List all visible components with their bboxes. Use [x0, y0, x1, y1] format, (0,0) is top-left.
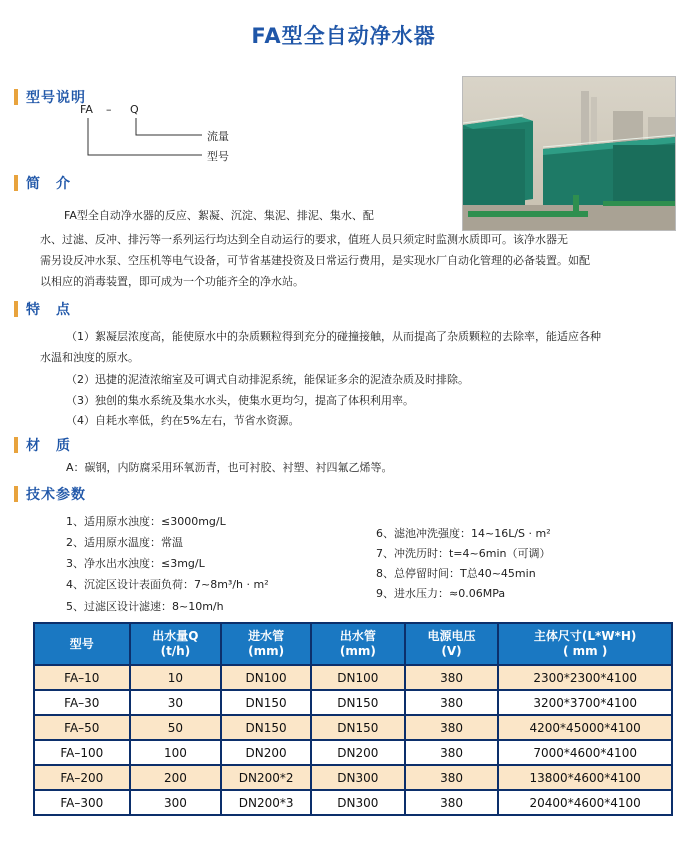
param-item: 3、净水出水浊度：≤3mg/L: [66, 557, 205, 570]
table-cell: DN200*3: [221, 790, 311, 815]
table-header-cell: 型号: [34, 623, 130, 665]
section-params: [14, 485, 86, 503]
table-cell: DN150: [311, 690, 405, 715]
table-cell: FA–300: [34, 790, 130, 815]
table-row: [34, 790, 672, 815]
material-text: A：碳钢，内防腐采用环氧沥青，也可衬胶、衬塑、衬四氟乙烯等。: [66, 461, 393, 474]
table-cell: 7000*4600*4100: [498, 740, 672, 765]
param-item: 1、适用原水浊度：≤3000mg/L: [66, 515, 226, 528]
section-heading-model: 型号说明: [26, 90, 86, 106]
product-photo: [462, 76, 676, 231]
param-item: 2、适用原水温度：常温: [66, 536, 183, 549]
feature-line: 水温和浊度的原水。: [40, 351, 139, 364]
table-cell: 380: [405, 740, 499, 765]
section-heading-intro: 简 介: [26, 176, 71, 192]
intro-line: FA型全自动净水器的反应、絮凝、沉淀、集泥、排泥、集水、配: [64, 209, 374, 222]
table-cell: DN200: [311, 740, 405, 765]
table-cell: 30: [130, 690, 222, 715]
intro-line: 以相应的消毒装置，即可成为一个功能齐全的净水站。: [40, 275, 304, 288]
table-cell: FA–30: [34, 690, 130, 715]
section-heading-params: 技术参数: [26, 487, 86, 503]
table-cell: DN150: [311, 715, 405, 740]
section-marker: [14, 301, 18, 317]
section-marker: [14, 175, 18, 191]
param-item: 6、滤池冲洗强度：14~16L/S · m²: [376, 527, 551, 540]
table-header-row: [34, 623, 672, 665]
section-intro: [14, 174, 71, 192]
table-cell: 20400*4600*4100: [498, 790, 672, 815]
param-item: 4、沉淀区设计表面负荷：7~8m³/h · m²: [66, 578, 269, 591]
feature-line: （4）自耗水率低，约在5%左右，节省水资源。: [66, 414, 300, 427]
table-cell: 380: [405, 690, 499, 715]
param-item: 7、冲洗历时：t=4~6min（可调）: [376, 547, 551, 560]
param-item: 5、过滤区设计滤速：8~10m/h: [66, 600, 224, 613]
table-header-cell: 主体尺寸(L*W*H) ( mm ): [498, 623, 672, 665]
model-code-q: Q: [130, 103, 139, 116]
table-cell: DN300: [311, 765, 405, 790]
table-header-cell: 电源电压 (V): [405, 623, 499, 665]
table-cell: DN300: [311, 790, 405, 815]
feature-line: （2）迅捷的泥渣浓缩室及可调式自动排泥系统，能保证多余的泥渣杂质及时排除。: [66, 373, 469, 386]
table-cell: 200: [130, 765, 222, 790]
feature-line: （1）絮凝层浓度高，能使原水中的杂质颗粒得到充分的碰撞接触，从而提高了杂质颗粒的去除率，能适应各种: [66, 330, 601, 343]
table-cell: DN200: [221, 740, 311, 765]
section-heading-material: 材 质: [26, 438, 71, 454]
table-cell: 3200*3700*4100: [498, 690, 672, 715]
table-row: [34, 665, 672, 690]
model-label-model: 型号: [207, 150, 229, 163]
table-cell: DN150: [221, 690, 311, 715]
table-cell: 380: [405, 790, 499, 815]
table-cell: 380: [405, 665, 499, 690]
table-cell: 380: [405, 765, 499, 790]
table-cell: FA–100: [34, 740, 130, 765]
section-material: [14, 436, 71, 454]
model-code-fa: FA: [80, 103, 93, 116]
table-cell: DN100: [221, 665, 311, 690]
table-row: [34, 765, 672, 790]
table-cell: 13800*4600*4100: [498, 765, 672, 790]
section-marker: [14, 89, 18, 105]
section-features: [14, 300, 71, 318]
table-cell: 100: [130, 740, 222, 765]
page-title: FA型全自动净水器: [251, 24, 436, 48]
table-row: [34, 715, 672, 740]
table-cell: 4200*45000*4100: [498, 715, 672, 740]
table-row: [34, 690, 672, 715]
table-cell: 50: [130, 715, 222, 740]
section-marker: [14, 437, 18, 453]
param-item: 9、进水压力：≈0.06MPa: [376, 587, 506, 600]
table-header-cell: 出水量Q (t/h): [130, 623, 222, 665]
model-label-flow: 流量: [207, 130, 229, 143]
model-code-dash: –: [106, 103, 112, 116]
table-cell: FA–10: [34, 665, 130, 690]
table-header-cell: 进水管 (mm): [221, 623, 311, 665]
table-cell: DN200*2: [221, 765, 311, 790]
water-purifier-photo-icon: [463, 77, 675, 230]
intro-line: 水、过滤、反冲、排污等一系列运行均达到全自动运行的要求，值班人员只须定时监测水质即可。该净水器无: [40, 233, 568, 246]
section-marker: [14, 486, 18, 502]
spec-table: [33, 622, 673, 816]
feature-line: （3）独创的集水系统及集水水头，使集水更均匀，提高了体积利用率。: [66, 394, 414, 407]
table-row: [34, 740, 672, 765]
table-header-cell: 出水管 (mm): [311, 623, 405, 665]
intro-line: 需另设反冲水泵、空压机等电气设备，可节省基建投资及日常运行费用，是实现水厂自动化管理的必备装置。如配: [40, 254, 590, 267]
model-code-diagram: [60, 103, 260, 165]
table-cell: 10: [130, 665, 222, 690]
table-cell: FA–50: [34, 715, 130, 740]
param-item: 8、总停留时间：T总40~45min: [376, 567, 536, 580]
table-cell: 380: [405, 715, 499, 740]
table-cell: DN100: [311, 665, 405, 690]
table-cell: 300: [130, 790, 222, 815]
section-heading-features: 特 点: [26, 302, 71, 318]
table-cell: DN150: [221, 715, 311, 740]
table-cell: FA–200: [34, 765, 130, 790]
table-cell: 2300*2300*4100: [498, 665, 672, 690]
